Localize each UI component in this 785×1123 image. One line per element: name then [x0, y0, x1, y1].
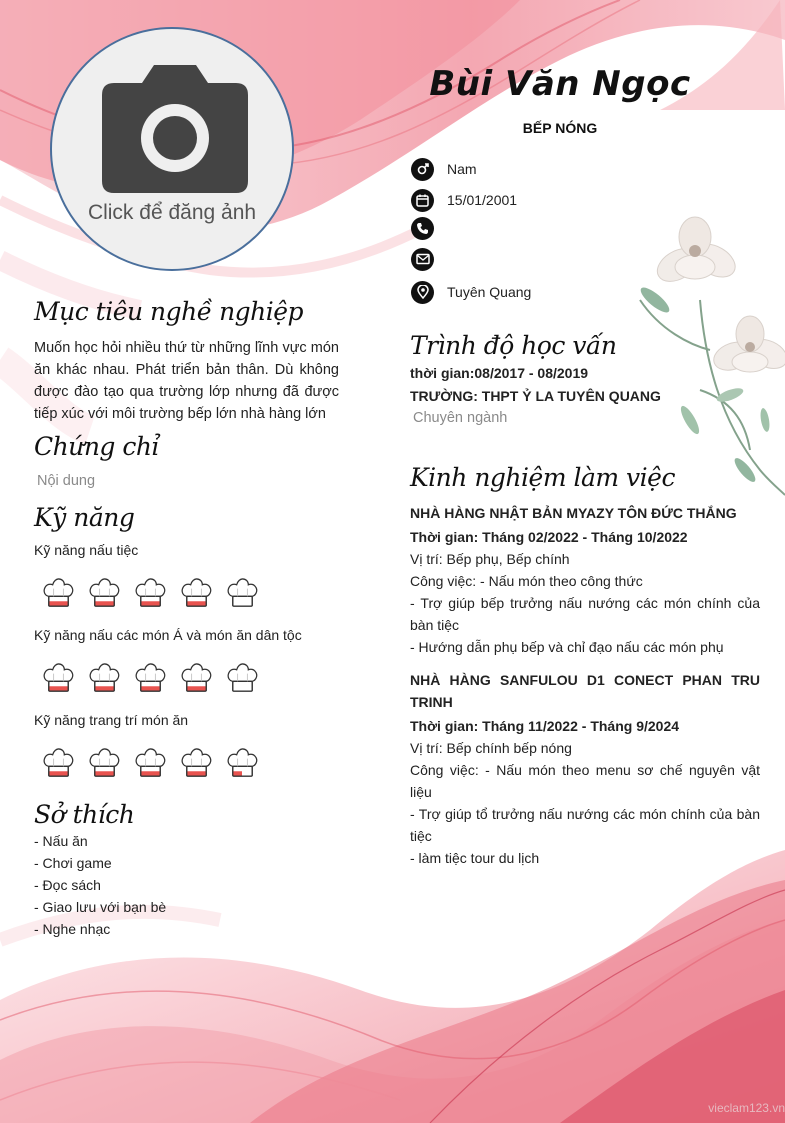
- skill-rating: [42, 577, 259, 615]
- phone-row: [411, 216, 447, 240]
- education-time: thời gian:08/2017 - 08/2019: [410, 365, 589, 381]
- objective-text: Muốn học hỏi nhiều thứ từ những lĩnh vực món ăn khác nhau. Phát triển bản thân. Dù không được đào tạo qua trường lớp nhưng đã được tiếp xúc với môi trường bếp lớn nhà hàng lớn: [34, 340, 339, 422]
- job-detail: - Trợ giúp tổ trưởng nấu nướng các món chính của bàn tiệc: [410, 806, 760, 844]
- watermark: vieclam123.vn: [708, 1101, 785, 1115]
- job-time: Thời gian: Tháng 11/2022 - Tháng 9/2024: [410, 718, 680, 734]
- gender-icon: [411, 158, 434, 181]
- certificates-heading: Chứng chỉ: [34, 432, 159, 461]
- job-detail: - làm tiệc tour du lịch: [410, 850, 540, 866]
- job-detail: Vị trí: Bếp chính bếp nóng: [410, 740, 572, 756]
- chef-hat-icon: [42, 747, 75, 785]
- chef-hat-icon: [134, 747, 167, 785]
- camera-icon: [102, 65, 248, 195]
- objective-heading: Mục tiêu nghề nghiệp: [34, 297, 304, 326]
- education-heading: Trình độ học vấn: [410, 331, 617, 360]
- chef-hat-icon: [134, 662, 167, 700]
- job-detail: Công việc: - Nấu món theo công thức: [410, 573, 643, 589]
- company-name: NHÀ HÀNG SANFULOU D1 CONECT PHAN TRU TRINH: [410, 672, 760, 710]
- chef-hat-icon: [226, 747, 259, 785]
- chef-hat-icon: [180, 662, 213, 700]
- flower-decoration: [637, 217, 785, 495]
- chef-hat-icon: [88, 747, 121, 785]
- skill-rating: [42, 662, 259, 700]
- address-row: [411, 280, 531, 304]
- chef-hat-icon: [42, 662, 75, 700]
- address-value: Tuyên Quang: [447, 284, 532, 300]
- hobby-item: - Giao lưu với bạn bè: [34, 899, 167, 915]
- job-detail: - Trợ giúp bếp trưởng nấu nướng các món chính của bàn tiệc: [410, 595, 760, 633]
- experience-heading: Kinh nghiệm làm việc: [410, 463, 675, 492]
- skill-name: Kỹ năng trang trí món ăn: [34, 712, 189, 728]
- hobby-item: - Nấu ăn: [34, 833, 88, 849]
- chef-hat-icon: [134, 577, 167, 615]
- hobby-item: - Đọc sách: [34, 877, 101, 893]
- chef-hat-icon: [226, 577, 259, 615]
- gender-row: [411, 157, 477, 181]
- skill-name: Kỹ năng nấu tiệc: [34, 542, 139, 558]
- calendar-icon: [411, 189, 434, 212]
- job-time: Thời gian: Tháng 02/2022 - Tháng 10/2022: [410, 529, 688, 545]
- candidate-name: Bùi Văn Ngọc: [429, 64, 691, 104]
- education-major: Chuyên ngành: [413, 410, 508, 426]
- location-pin-icon: [411, 281, 434, 304]
- email-row: [411, 247, 447, 271]
- avatar-caption: Click để đăng ảnh: [87, 201, 257, 224]
- hobby-item: - Chơi game: [34, 855, 112, 871]
- skill-rating: [42, 747, 259, 785]
- chef-hat-icon: [180, 747, 213, 785]
- avatar-upload[interactable]: [50, 27, 294, 271]
- job-detail: Vị trí: Bếp phụ, Bếp chính: [410, 551, 570, 567]
- chef-hat-icon: [88, 577, 121, 615]
- job-detail: Công việc: - Nấu món theo menu sơ chế nguyên vật liệu: [410, 762, 760, 800]
- hobby-item: - Nghe nhạc: [34, 921, 111, 937]
- hobbies-list: [34, 830, 166, 940]
- birthday-row: [411, 188, 517, 212]
- gender-value: Nam: [447, 161, 477, 177]
- education-school: TRƯỜNG: THPT Ỷ LA TUYÊN QUANG: [410, 388, 661, 404]
- birthday-value: 15/01/2001: [447, 192, 518, 208]
- job-position: BẾP NÓNG: [522, 120, 598, 136]
- chef-hat-icon: [42, 577, 75, 615]
- chef-hat-icon: [226, 662, 259, 700]
- certificates-content: Nội dung: [37, 473, 96, 489]
- email-icon: [411, 248, 434, 271]
- experience-item: [410, 669, 760, 869]
- skill-name: Kỹ năng nấu các món Á và món ăn dân tộc: [34, 627, 302, 643]
- chef-hat-icon: [180, 577, 213, 615]
- phone-icon: [411, 217, 434, 240]
- job-detail: - Hướng dẫn phụ bếp và chỉ đạo nấu các món phụ: [410, 639, 724, 655]
- experience-item: [410, 502, 760, 658]
- chef-hat-icon: [88, 662, 121, 700]
- hobbies-heading: Sở thích: [34, 800, 135, 829]
- company-name: NHÀ HÀNG NHẬT BẢN MYAZY TÔN ĐỨC THẮNG: [410, 505, 737, 521]
- skills-heading: Kỹ năng: [34, 503, 135, 532]
